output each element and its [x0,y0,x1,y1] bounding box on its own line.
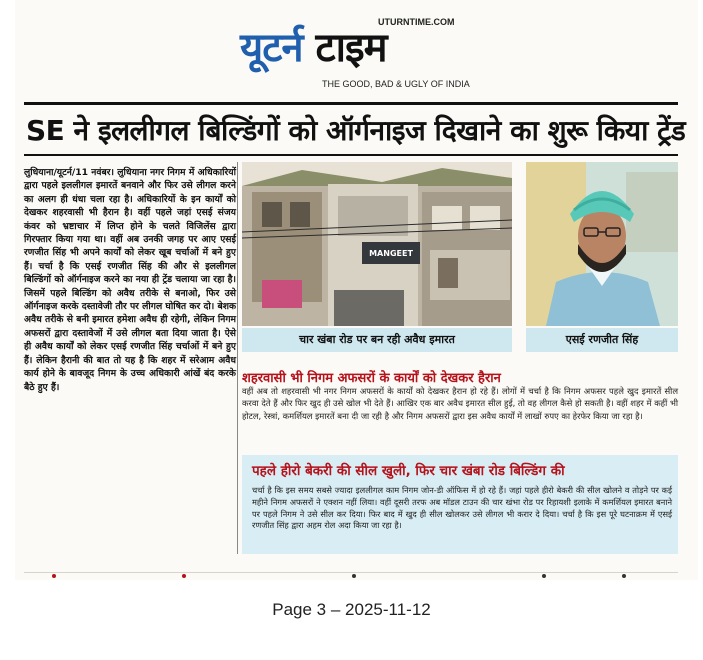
subheading-1: शहरवासी भी निगम अफसरों के कार्यों को देखकर हैरान [242,371,501,386]
masthead-url: UTURNTIME.COM [378,17,455,27]
masthead-tagline: THE GOOD, BAD & UGLY OF INDIA [322,79,470,89]
paragraph-1: वहीं अब तो शहरवासी भी नगर निगम अफसरों के कार्यों को देखकर हैरान हो रहे हैं। लोगों में चर्चा है कि निगम अफसर पहले खुद इमारतें सील करवा देते हैं और फिर खुद ही उसे खोल भी देते हैं। आखिर एक बार अवैध इमारत सील हुई, तो वह लीगल कैसे हो सकती है। वहीं शहर में कहीं भी होटल, रेस्त्रां, कमर्शियल इमारतें बना दी जा रही है और निगम अफसरों द्वारा इस अवैध कार्यों में लाखों रुपए का हेरफेर किया जा रहा है। [242,386,678,421]
page-footer-label: Page 3 – 2025-11-12 [272,600,431,619]
cut-off-text-edge [24,562,678,580]
article-body-left: लुधियाना/यूटर्न/11 नवंबर। लुधियाना नगर निगम में अधिकारियों द्वारा पहले इललीगल इमारतें बनवाने और फिर उसे लीगल करने का अलग ही धंधा चला रहा है। अधिकारियों के इन कार्यों को देखकर शहरवासी भी हैरान है। वहीं पहले जहां एसई संजय कंवर को भ्रष्टाचार में लिप्त होने के चलते विजिलेंस द्वारा गिरफ्तार किया गया था। वहीं अब उनकी जगह पर आए एसई रणजीत सिंह भी अपने कार्यों को लेकर खूब चर्चाओं में बने हुए हैं। चर्चा है कि एसई रणजीत सिंह की और से इललीगल बिल्डिंगों को ऑर्गनाइज करने का नया ही ट्रेंड चलाया जा रहा है। जिसमें पहले बिल्डिंग को अवैध तरीके से बनाओ, फिर उसे ऑर्गनाइज करके दस्तावेजी तौर पर लीगल घोषित कर दो। बेशक अवैध तरीके से बनी इमारत हमेशा अवैध ही रहेगी, लेकिन निगम अफसरों द्वारा दस्तावेजों में उसे लीगल बता दिया जाता है। ऐसे ही अवैध कार्यों को लेकर एसई रणजीत सिंह चर्चाओं में बने हुए हैं। लेकिन हैरानी की बात तो यह है कि शहर में सरेआम अवैध कार्य होने के बावजूद निगम के उच्च अधिकारी आंखें बंद करके बैठे हुए हैं। [24,167,236,393]
cut-off-text-fragments [24,562,678,580]
masthead-title-part1: यूटर्न [240,25,303,71]
shop-sign-text: MANGEET [369,249,413,258]
headline-bottom-rule [24,154,678,156]
masthead-title-part2: टाइम [315,25,387,71]
masthead-title [240,24,387,72]
photo1-caption: चार खंबा रोड पर बन रही अवैध इमारत [242,328,512,352]
building-photo [242,162,512,326]
portrait-illustration [526,162,678,326]
article-headline: SE ने इललीगल बिल्डिंगों को ऑर्गनाइज दिखाने का शुरू किया ट्रेंड [26,114,686,147]
building-illustration [242,162,512,326]
headline-top-rule [24,102,678,105]
column-divider [237,162,238,554]
subheading-2: पहले हीरो बेकरी की सील खुली, फिर चार खंबा रोड बिल्डिंग की [252,463,565,479]
photo2-caption: एसई रणजीत सिंह [526,328,678,352]
portrait-photo [526,162,678,326]
paragraph-2: चर्चा है कि इस समय सबसे ज्यादा इललीगल काम निगम जोन-डी ऑफिस में हो रहे हैं। जहां पहले हीरो बेकरी की सील खोलने व तोड़ने पर कई महीने निगम अफसरों ने एक्शन नहीं लिया। वहीं दूसरी तरफ अब मॉडल टाउन की चार खंभा रोड पर रिहायशी इलाके में कमर्शियल इमारत बनाने पर पहले निगम ने उसे सील कर दिया। फिर बाद में खुद ही सील खोलकर उसे लीगल भी करार दे दिया। चर्चा है कि इस पूरे घटनाक्रम में एसई रणजीत सिंह द्वारा अहम रोल अदा किया जा रहा है। [252,485,672,531]
